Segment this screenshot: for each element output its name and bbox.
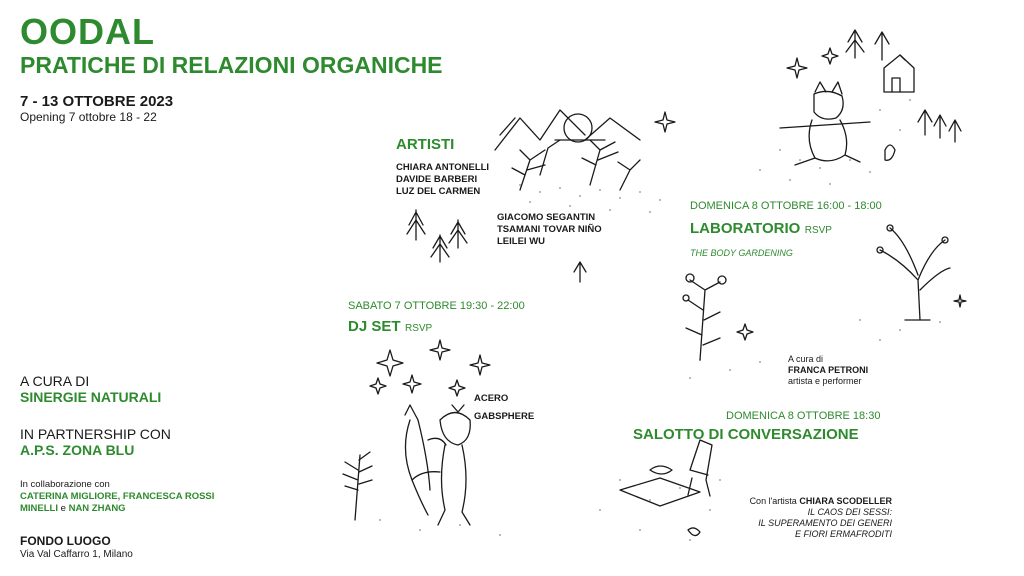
chair-rug-scene	[620, 440, 712, 536]
collab-label: In collaborazione con	[20, 479, 110, 490]
salotto-artist-block	[726, 496, 892, 540]
artists-group-2	[497, 212, 602, 248]
collab-name: NAN ZHANG	[68, 503, 126, 514]
artist-name: LUZ DEL CARMEN	[396, 186, 481, 197]
mountains-sun	[495, 110, 640, 150]
dj-act: ACERO	[474, 393, 509, 404]
partnership-block	[20, 426, 171, 458]
collab-conj: e	[60, 503, 66, 514]
pine-trees	[407, 30, 961, 282]
salotto-artist: CHIARA SCODELLER	[799, 496, 892, 506]
dj-act: GABSPHERE	[474, 411, 535, 422]
salotto-with-label: Con l'artista	[749, 496, 797, 506]
laboratorio-subtitle: THE BODY GARDENING	[690, 248, 793, 258]
salotto-line: IL SUPERAMENTO DEI GENERI	[758, 518, 892, 528]
plant-cluster	[512, 140, 640, 190]
collab-line-2	[20, 503, 214, 515]
collab-block	[20, 479, 214, 515]
artist-name: DAVIDE BARBERI	[396, 174, 478, 185]
artist-name: GIACOMO SEGANTIN	[497, 212, 596, 223]
partnership-label: IN PARTNERSHIP CON	[20, 426, 171, 442]
artists-heading: ARTISTI	[396, 136, 455, 153]
djset-title: DJ SET	[348, 318, 401, 335]
salotto-artist-row	[726, 496, 892, 507]
laboratorio-title-row	[690, 220, 832, 238]
venue-block	[20, 534, 133, 562]
page-subtitle: PRATICHE DI RELAZIONI ORGANICHE	[20, 52, 443, 78]
djset-rsvp: RSVP	[404, 323, 433, 334]
star-icon	[370, 48, 966, 396]
djset-title-row	[348, 318, 432, 336]
artist-name: LEILEI WU	[497, 236, 546, 247]
salotto-line: IL CAOS DEI SESSI:	[807, 507, 892, 517]
logo: OODAL	[20, 11, 155, 52]
partner-name: A.P.S. ZONA BLU	[20, 442, 135, 458]
curated-block	[20, 373, 161, 405]
djset-date: SABATO 7 OTTOBRE 19:30 - 22:00	[348, 300, 525, 312]
cat-figure	[780, 82, 895, 165]
curated-label: A CURA DI	[20, 373, 90, 389]
artist-name: CHIARA ANTONELLI	[396, 162, 490, 173]
curator-name: FRANCA PETRONI	[788, 365, 869, 375]
venue-name: FONDO LUOGO	[20, 534, 111, 548]
laboratorio-title: LABORATORIO	[690, 220, 801, 237]
artist-name: TSAMANI TOVAR NIÑO	[497, 224, 602, 235]
laboratorio-date: DOMENICA 8 OTTOBRE 16:00 - 18:00	[690, 200, 882, 212]
collab-line-1: CATERINA MIGLIORE, FRANCESCA ROSSI	[20, 491, 215, 502]
curator-role: artista e performer	[788, 376, 862, 386]
event-dates: 7 - 13 OTTOBRE 2023	[20, 93, 174, 110]
house-icon	[884, 55, 914, 92]
curated-by: SINERGIE NATURALI	[20, 389, 162, 405]
laboratorio-rsvp: RSVP	[804, 225, 832, 236]
collab-name: MINELLI	[20, 503, 58, 514]
artists-group-1	[396, 162, 489, 198]
flowering-plant	[683, 225, 950, 360]
palm-tree	[343, 452, 372, 520]
laboratorio-curator-block	[788, 354, 868, 387]
salotto-date: DOMENICA 8 OTTOBRE 18:30	[726, 410, 881, 422]
salotto-title: SALOTTO DI CONVERSAZIONE	[633, 426, 859, 443]
salotto-line: E FIORI ERMAFRODITI	[794, 529, 892, 539]
dancing-figures	[405, 405, 470, 525]
venue-address: Via Val Caffarro 1, Milano	[20, 549, 133, 560]
curated-label: A cura di	[788, 354, 824, 364]
opening-time: Opening 7 ottobre 18 - 22	[20, 110, 157, 124]
djset-acts	[474, 390, 534, 426]
